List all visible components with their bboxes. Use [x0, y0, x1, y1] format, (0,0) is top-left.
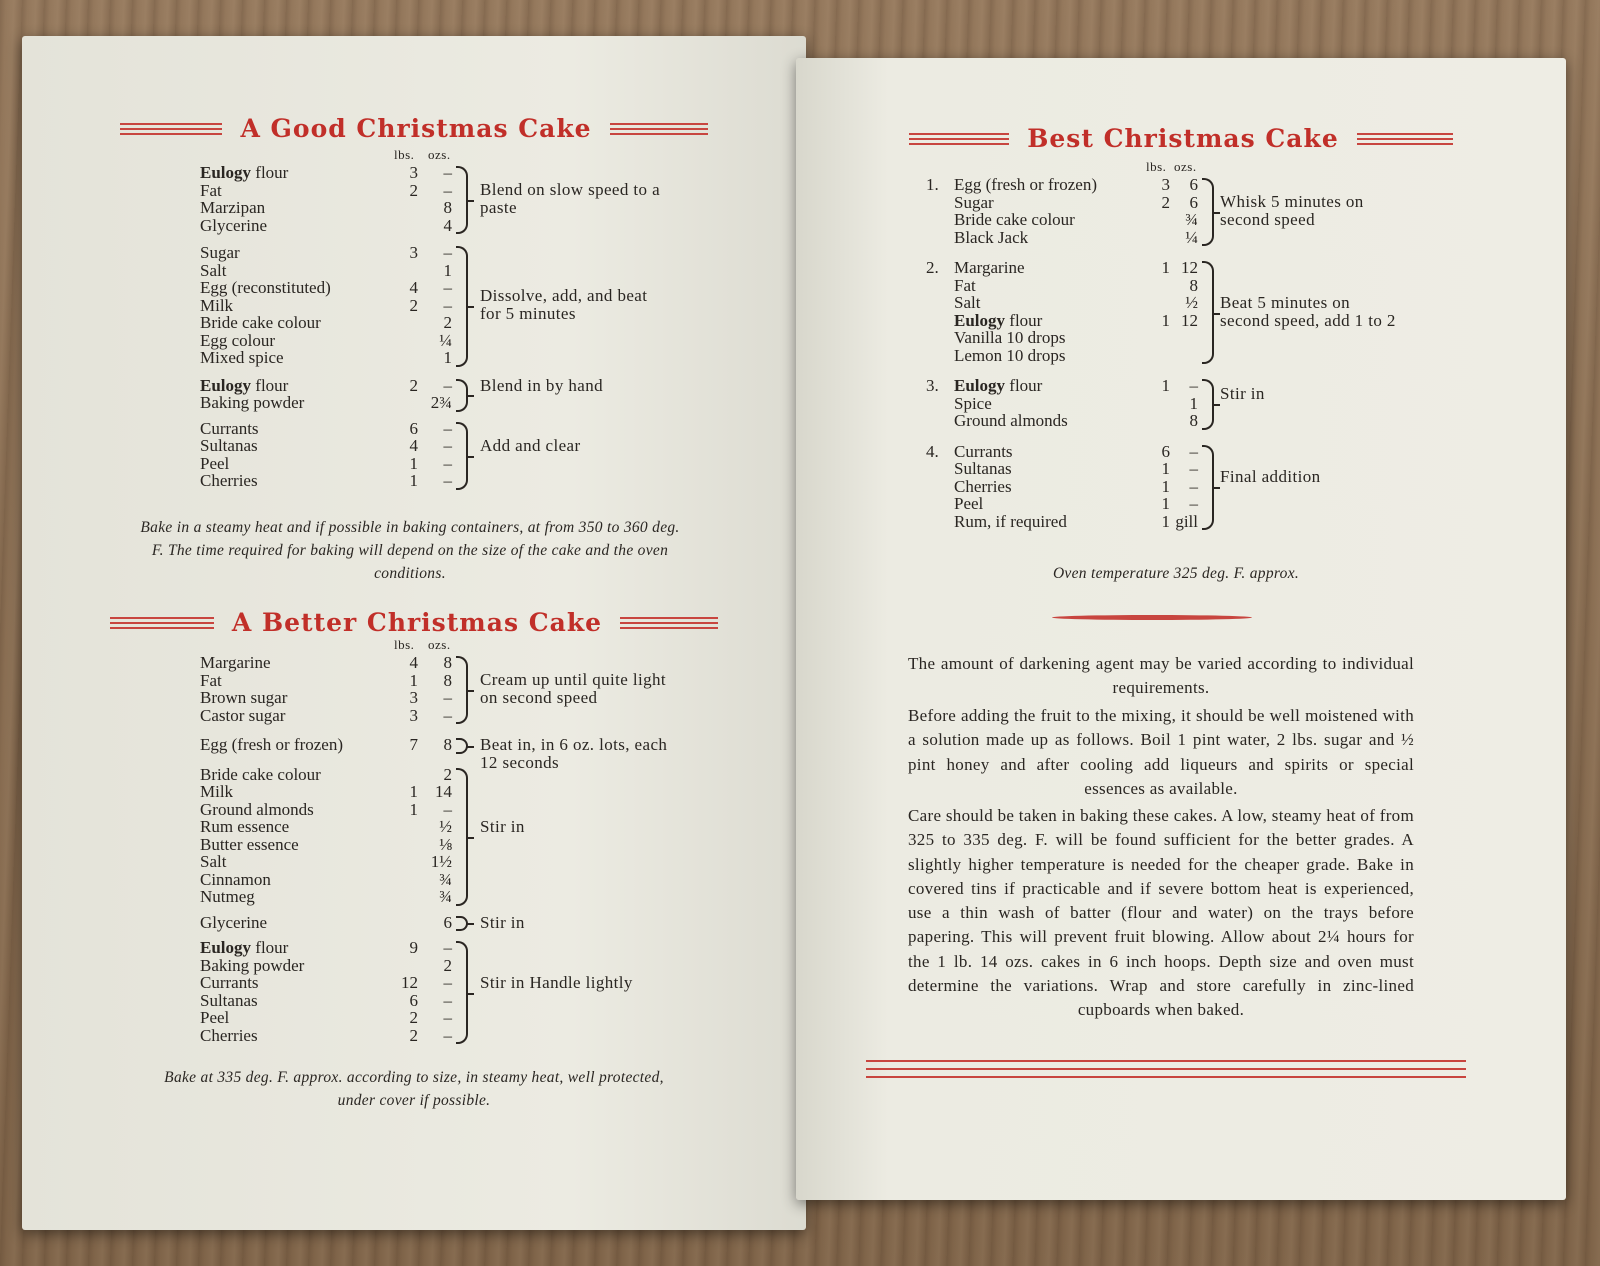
ingredient-label: Black Jack — [954, 227, 1029, 247]
quantity-ozs: 6 — [1189, 175, 1198, 194]
ingredient-label: Glycerine — [200, 215, 268, 235]
better-cake-title: A Better Christmas Cake — [231, 608, 603, 637]
ingredient-name — [954, 176, 1097, 194]
grouping-brace — [1202, 445, 1214, 531]
quantity-ozs: 2 — [443, 764, 452, 784]
group-instruction: Final addition — [1220, 467, 1321, 487]
quantity-lbs: 4 — [409, 653, 418, 672]
quantity-lbs: 1 — [409, 453, 418, 473]
quantity-ozs: 8 — [443, 670, 452, 690]
quantity-ozs: – — [443, 938, 452, 957]
ingredient-name — [954, 259, 1025, 277]
ingredient-name — [954, 294, 980, 312]
ingredient-name — [200, 939, 288, 957]
ingredient-name — [200, 394, 304, 412]
lbs-column-header: lbs. — [1146, 159, 1167, 174]
ingredient-label: Egg (reconstituted) — [200, 278, 331, 297]
quantity-ozs: 8 — [443, 653, 452, 672]
ingredient-label: Fat — [200, 180, 222, 200]
quantity-ozs: 2¾ — [430, 393, 452, 412]
ingredient-name — [954, 229, 1028, 247]
quantity-ozs: 1 — [443, 260, 452, 280]
ingredient-label: Rum essence — [200, 817, 290, 836]
quantity-lbs: 6 — [409, 418, 418, 438]
quantity-ozs: – — [443, 436, 452, 455]
title-rule-left — [909, 133, 1009, 145]
ingredient-name — [954, 312, 1042, 330]
quantity-ozs: ¾ — [439, 869, 452, 889]
lbs-column-header: lbs. — [394, 147, 415, 162]
darkening-agent-paragraph: The amount of darkening agent may be varied according to individual requirements. — [908, 654, 1414, 698]
quantity-ozs: – — [443, 243, 452, 262]
ingredient-name — [200, 654, 271, 672]
ingredient-label: flour — [1005, 310, 1043, 330]
ingredient-name — [954, 277, 976, 295]
ingredient-label: Bride cake colour — [954, 210, 1075, 229]
ingredient-name — [200, 377, 288, 395]
ingredient-name — [200, 957, 304, 975]
brand-name: Eulogy — [954, 310, 1006, 330]
quantity-lbs: 2 — [409, 1025, 418, 1045]
ingredient-name — [200, 672, 222, 690]
ingredient-name — [200, 818, 289, 836]
ingredient-name — [200, 262, 226, 280]
ingredient-name — [200, 707, 285, 725]
good-cake-note: Bake in a steamy heat and if possible in baking containers, at from 350 to 360 deg. F. The time required for baking will depend on the size of the cake and the oven conditions. — [140, 519, 680, 582]
quantity-ozs: 8 — [443, 198, 452, 217]
ingredient-name — [200, 455, 229, 473]
grouping-brace — [456, 246, 468, 367]
ingredient-label: Peel — [200, 453, 230, 473]
ingredient-name — [954, 329, 1065, 347]
quantity-ozs: 8 — [1189, 275, 1198, 295]
ingredient-name — [954, 495, 983, 513]
quantity-ozs: 8 — [443, 735, 452, 754]
bottom-rule — [866, 1060, 1466, 1078]
ingredient-label: Marzipan — [200, 198, 266, 217]
quantity-ozs: – — [443, 688, 452, 707]
ingredient-name — [954, 460, 1012, 478]
quantity-lbs: 1 — [1161, 511, 1170, 531]
left-page — [22, 36, 806, 1230]
ingredient-label: Bride cake colour — [200, 313, 321, 332]
ingredient-label: Lemon 10 drops — [954, 345, 1066, 365]
group-instruction: Beat 5 minutes on second speed, add 1 to 2 — [1220, 292, 1396, 330]
title-rule-right — [1357, 133, 1453, 145]
ingredient-label: Cherries — [200, 471, 258, 490]
quantity-ozs: – — [443, 375, 452, 395]
ingredient-name — [200, 836, 299, 854]
quantity-ozs: ¼ — [439, 330, 452, 350]
quantity-ozs: – — [443, 163, 452, 182]
good-title-row — [22, 114, 806, 143]
quantity-ozs: – — [443, 295, 452, 315]
quantity-lbs: 3 — [409, 163, 418, 182]
ingredient-label: Brown sugar — [200, 688, 288, 707]
quantity-ozs: – — [443, 705, 452, 725]
quantity-lbs: 2 — [409, 1008, 418, 1027]
group-instruction: Dissolve, add, and beat for 5 minutes — [480, 286, 648, 324]
quantity-ozs: 12 — [1181, 310, 1198, 330]
quantity-lbs: 1 — [409, 782, 418, 801]
quantity-lbs: 2 — [409, 295, 418, 315]
ingredient-name — [954, 513, 1067, 531]
quantity-ozs: 1 — [443, 348, 452, 367]
group-instruction: Stir in — [480, 816, 525, 836]
quantity-lbs: 1 — [1161, 258, 1170, 277]
ingredient-name — [954, 395, 992, 413]
quantity-ozs: – — [1189, 494, 1198, 513]
best-title-row — [796, 124, 1566, 153]
ingredient-name — [200, 888, 255, 906]
quantity-lbs: 1 — [1161, 494, 1170, 513]
quantity-ozs: – — [443, 278, 452, 297]
quantity-ozs: 14 — [435, 782, 452, 801]
ingredient-label: Glycerine — [200, 912, 268, 932]
quantity-lbs: 4 — [409, 278, 418, 297]
ingredient-name — [200, 736, 343, 754]
ingredient-name — [954, 478, 1012, 496]
quantity-ozs: 6 — [1189, 192, 1198, 212]
ingredient-label: Currants — [954, 441, 1013, 461]
quantity-ozs: 2 — [443, 955, 452, 975]
quantity-ozs: – — [1189, 476, 1198, 496]
ingredient-label: Nutmeg — [200, 887, 255, 906]
ingredient-name — [200, 349, 284, 367]
ingredient-label: Cinnamon — [200, 869, 271, 889]
quantity-ozs: ½ — [1185, 293, 1198, 312]
ingredient-name — [200, 783, 233, 801]
ingredient-label: Margarine — [200, 653, 271, 672]
quantity-lbs: 2 — [409, 180, 418, 200]
ingredient-name — [200, 1027, 258, 1045]
ingredient-name — [200, 766, 321, 784]
group-instruction: Stir in — [1220, 384, 1265, 404]
ingredient-label: Butter essence — [200, 834, 299, 854]
right-page — [796, 58, 1566, 1200]
quantity-ozs: 1½ — [430, 852, 452, 871]
title-rule-right — [610, 123, 708, 135]
ingredient-name — [200, 420, 259, 438]
ingredient-label: Sultanas — [200, 436, 258, 455]
quantity-lbs: 2 — [1161, 192, 1170, 212]
grouping-brace — [1202, 379, 1214, 430]
ingredient-label: Mixed spice — [200, 348, 284, 367]
ingredient-name — [954, 211, 1075, 229]
ingredient-label: Milk — [200, 782, 234, 801]
ingredient-label: Sugar — [954, 192, 994, 212]
quantity-ozs: ⅛ — [439, 834, 452, 854]
ingredient-name — [200, 182, 222, 200]
quantity-ozs: 12 — [1181, 258, 1198, 277]
ingredient-label: Egg (fresh or frozen) — [954, 175, 1098, 194]
quantity-lbs: 9 — [409, 938, 418, 957]
group-instruction: Stir in — [480, 912, 525, 932]
ingredient-label: Salt — [200, 260, 227, 280]
ingredient-label: Ground almonds — [200, 799, 314, 819]
baking-care-paragraph: Care should be taken in baking these cakes. A low, steamy heat of from 325 to 335 deg. F. will be found sufficient for the better grades. A slightly higher temperature is needed for the cheaper grade. Bake in covered tins if practicable and if severe bottom heat is experienced, use a thin wash of batter (flour and water) on the trays before papering. This will prevent fruit blowing. Allow about 2¼ hours for the 1 lb. 14 ozs. cakes in 6 inch hoops. Depth size and oven must determine the variations. Wrap and store carefully in zinc-lined cupboards when baked. — [908, 806, 1414, 1020]
brand-name: Eulogy — [200, 375, 252, 395]
ingredient-name — [200, 164, 288, 182]
quantity-lbs: 6 — [409, 990, 418, 1010]
title-rule-right — [620, 617, 718, 629]
quantity-ozs: 8 — [1189, 411, 1198, 430]
quantity-lbs: 7 — [409, 735, 418, 754]
step-number: 3. — [926, 376, 939, 395]
quantity-lbs: 3 — [409, 705, 418, 725]
grouping-brace — [456, 738, 468, 754]
quantity-lbs: 6 — [1161, 441, 1170, 461]
ingredient-label: Sultanas — [200, 990, 258, 1010]
quantity-ozs: ¾ — [439, 887, 452, 906]
group-instruction: Add and clear — [480, 435, 581, 455]
ingredient-label: Baking powder — [200, 955, 305, 975]
quantity-ozs: ½ — [439, 817, 452, 836]
quantity-ozs: ¾ — [1185, 210, 1198, 229]
ingredient-name — [200, 914, 267, 932]
ingredient-label: Ground almonds — [954, 411, 1068, 430]
ingredient-name — [954, 377, 1042, 395]
ingredient-label: Fat — [200, 670, 222, 690]
ingredient-label: Cherries — [954, 476, 1012, 496]
quantity-ozs: – — [443, 1025, 452, 1045]
quantity-lbs: 1 — [1161, 476, 1170, 496]
quantity-lbs: 12 — [401, 973, 418, 992]
brand-name: Eulogy — [200, 938, 252, 957]
quantity-lbs: 1 — [1161, 459, 1170, 478]
grouping-brace — [1202, 178, 1214, 246]
quantity-ozs: 4 — [443, 215, 452, 235]
group-instruction: Blend in by hand — [480, 375, 604, 395]
grouping-brace — [456, 422, 468, 490]
better-cake-note: Bake at 335 deg. F. approx. according to size, in steamy heat, well protected, under cover if possible. — [164, 1069, 664, 1109]
ingredient-name — [200, 871, 271, 889]
title-rule-left — [120, 123, 222, 135]
ingredient-label: Peel — [954, 494, 984, 513]
ingredient-name — [200, 801, 314, 819]
decorative-divider — [1052, 615, 1252, 620]
quantity-ozs: 6 — [443, 912, 452, 932]
ingredient-name — [954, 443, 1013, 461]
brand-name: Eulogy — [954, 376, 1006, 395]
quantity-lbs: 2 — [409, 375, 418, 395]
group-instruction: Beat in, in 6 oz. lots, each 12 seconds — [480, 735, 668, 772]
ingredient-name — [954, 194, 994, 212]
quantity-ozs: – — [443, 990, 452, 1010]
quantity-ozs: – — [443, 418, 452, 438]
quantity-lbs: 1 — [409, 799, 418, 819]
grouping-brace — [456, 768, 468, 906]
ingredient-label: flour — [1005, 376, 1043, 395]
ingredient-name — [200, 279, 331, 297]
grouping-brace — [456, 166, 468, 234]
ingredient-label: Salt — [200, 852, 227, 871]
ingredient-label: Sultanas — [954, 459, 1012, 478]
ingredient-label: Egg colour — [200, 330, 276, 350]
ingredient-name — [200, 853, 226, 871]
ingredient-name — [200, 437, 258, 455]
quantity-ozs: – — [1189, 376, 1198, 395]
ingredient-name — [200, 992, 258, 1010]
ozs-column-header: ozs. — [428, 147, 451, 162]
quantity-lbs: 4 — [409, 436, 418, 455]
ingredient-label: Milk — [200, 295, 234, 315]
ingredient-label: Cherries — [200, 1025, 258, 1045]
best-cake-note: Oven temperature 325 deg. F. approx. — [1052, 565, 1300, 582]
ingredient-label: Egg (fresh or frozen) — [200, 735, 344, 754]
ingredient-name — [200, 974, 259, 992]
quantity-ozs: gill — [1175, 511, 1198, 531]
quantity-ozs: – — [443, 453, 452, 473]
step-number: 2. — [926, 258, 939, 277]
ingredient-label: flour — [251, 938, 289, 957]
ingredient-label: flour — [251, 163, 289, 182]
grouping-brace — [1202, 261, 1214, 364]
ingredient-name — [200, 689, 287, 707]
ingredient-name — [200, 472, 258, 490]
group-instruction: Whisk 5 minutes on second speed — [1220, 192, 1364, 229]
ingredient-label: Rum, if required — [954, 511, 1067, 531]
ingredient-label: Peel — [200, 1008, 230, 1027]
ozs-column-header: ozs. — [428, 637, 451, 652]
fruit-solution-paragraph: Before adding the fruit to the mixing, it should be well moistened with a solution made up as follows. Boil 1 pint water, 2 lbs. sugar and ½ pint honey and after cooling add liqueurs and spirits or special essences as available. — [908, 706, 1414, 798]
ingredient-label: Salt — [954, 293, 981, 312]
ingredient-label: Bride cake colour — [200, 764, 321, 784]
ingredient-name — [200, 244, 240, 262]
ozs-column-header: ozs. — [1174, 159, 1197, 174]
brand-name: Eulogy — [200, 163, 252, 182]
quantity-ozs: 2 — [443, 313, 452, 332]
ingredient-name — [954, 412, 1068, 430]
group-instruction: Blend on slow speed to a paste — [480, 180, 661, 217]
grouping-brace — [456, 916, 468, 932]
lbs-column-header: lbs. — [394, 637, 415, 652]
title-rule-left — [110, 617, 214, 629]
quantity-lbs: 3 — [1161, 175, 1170, 194]
ingredient-label: Sugar — [200, 243, 240, 262]
quantity-lbs: 1 — [409, 670, 418, 690]
grouping-brace — [456, 941, 468, 1044]
step-number: 4. — [926, 441, 939, 461]
best-cake-title: Best Christmas Cake — [1027, 124, 1339, 153]
ingredient-name — [200, 297, 233, 315]
ingredient-name — [200, 199, 265, 217]
quantity-ozs: – — [443, 799, 452, 819]
ingredient-name — [200, 1009, 229, 1027]
grouping-brace — [456, 656, 468, 724]
ingredient-label: Margarine — [954, 258, 1025, 277]
ingredient-label: Baking powder — [200, 393, 305, 412]
step-number: 1. — [926, 175, 939, 194]
ingredient-label: Fat — [954, 275, 976, 295]
quantity-lbs: 1 — [1161, 376, 1170, 395]
quantity-ozs: – — [1189, 459, 1198, 478]
ingredient-name — [200, 332, 275, 350]
ingredient-name — [200, 314, 321, 332]
group-instruction: Stir in Handle lightly — [480, 972, 633, 992]
ingredient-name — [200, 217, 267, 235]
quantity-ozs: – — [443, 180, 452, 200]
better-title-row — [22, 608, 806, 637]
quantity-ozs: 1 — [1189, 393, 1198, 413]
quantity-lbs: 1 — [409, 471, 418, 490]
ingredient-label: Castor sugar — [200, 705, 286, 725]
ingredient-label: Currants — [200, 418, 259, 438]
ingredient-name — [954, 347, 1065, 365]
ingredient-label: Currants — [200, 973, 259, 992]
quantity-ozs: ¼ — [1185, 227, 1198, 247]
quantity-ozs: – — [443, 1008, 452, 1027]
group-instruction: Cream up until quite light on second speed — [480, 670, 667, 707]
quantity-ozs: – — [1189, 441, 1198, 461]
good-cake-title: A Good Christmas Cake — [240, 114, 592, 143]
ingredient-label: Vanilla 10 drops — [954, 328, 1066, 347]
grouping-brace — [456, 379, 468, 412]
ingredient-label: flour — [251, 375, 289, 395]
quantity-lbs: 3 — [409, 688, 418, 707]
quantity-lbs: 1 — [1161, 310, 1170, 330]
ingredient-label: Spice — [954, 393, 992, 413]
quantity-ozs: – — [443, 973, 452, 992]
quantity-ozs: – — [443, 471, 452, 490]
quantity-lbs: 3 — [409, 243, 418, 262]
